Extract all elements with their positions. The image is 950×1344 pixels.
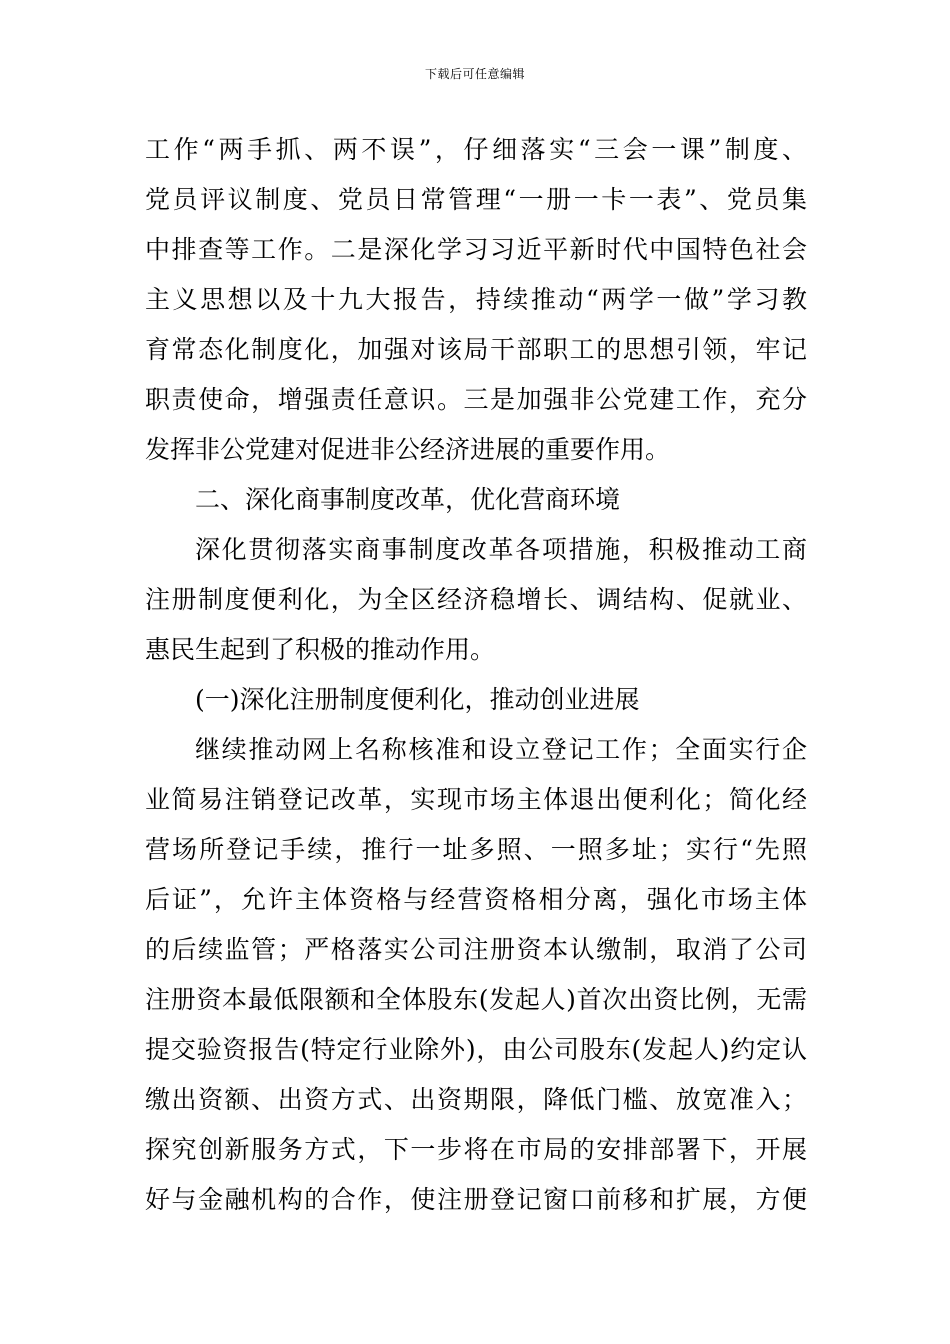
text-line: 提交验资报告(特定行业除外)，由公司股东(发起人)约定认 xyxy=(145,1035,807,1064)
text-line: 营场所登记手续，推行一址多照、一照多址；实行“先照 xyxy=(145,835,807,864)
header-note: 下载后可任意编辑 xyxy=(424,67,525,81)
text-line: 后证”，允许主体资格与经营资格相分离，强化市场主体 xyxy=(145,885,807,914)
text-line: 缴出资额、出资方式、出资期限，降低门槛、放宽准入； xyxy=(145,1085,807,1114)
text-line: 的后续监管；严格落实公司注册资本认缴制，取消了公司 xyxy=(145,935,807,964)
text-line: 好与金融机构的合作，使注册登记窗口前移和扩展，方便 xyxy=(145,1185,807,1214)
text-line: 主义思想以及十九大报告，持续推动“两学一做”学习教 xyxy=(145,285,807,314)
text-line: 育常态化制度化，加强对该局干部职工的思想引领，牢记 xyxy=(145,335,807,364)
text-line: 继续推动网上名称核准和设立登记工作；全面实行企 xyxy=(195,735,807,764)
text-line: 发挥非公党建对促进非公经济进展的重要作用。 xyxy=(145,435,671,464)
text-line: 业简易注销登记改革，实现市场主体退出便利化；简化经 xyxy=(145,785,807,814)
text-line: 中排查等工作。二是深化学习习近平新时代中国特色社会 xyxy=(145,235,807,264)
body-text xyxy=(145,125,807,1225)
text-line: 二、深化商事制度改革，优化营商环境 xyxy=(195,485,621,514)
text-line: 职责使命，增强责任意识。三是加强非公党建工作，充分 xyxy=(145,385,807,414)
text-line: (一)深化注册制度便利化，推动创业进展 xyxy=(195,685,640,714)
text-line: 工作“两手抓、两不误”，仔细落实“三会一课”制度、 xyxy=(145,135,807,164)
text-line: 惠民生起到了积极的推动作用。 xyxy=(145,635,496,664)
text-line: 注册制度便利化，为全区经济稳增长、调结构、促就业、 xyxy=(145,585,807,614)
text-line: 深化贯彻落实商事制度改革各项措施，积极推动工商 xyxy=(195,535,807,564)
text-line: 探究创新服务方式，下一步将在市局的安排部署下，开展 xyxy=(145,1135,807,1164)
text-line: 党员评议制度、党员日常管理“一册一卡一表”、党员集 xyxy=(145,185,807,214)
text-line: 注册资本最低限额和全体股东(发起人)首次出资比例，无需 xyxy=(145,985,807,1014)
